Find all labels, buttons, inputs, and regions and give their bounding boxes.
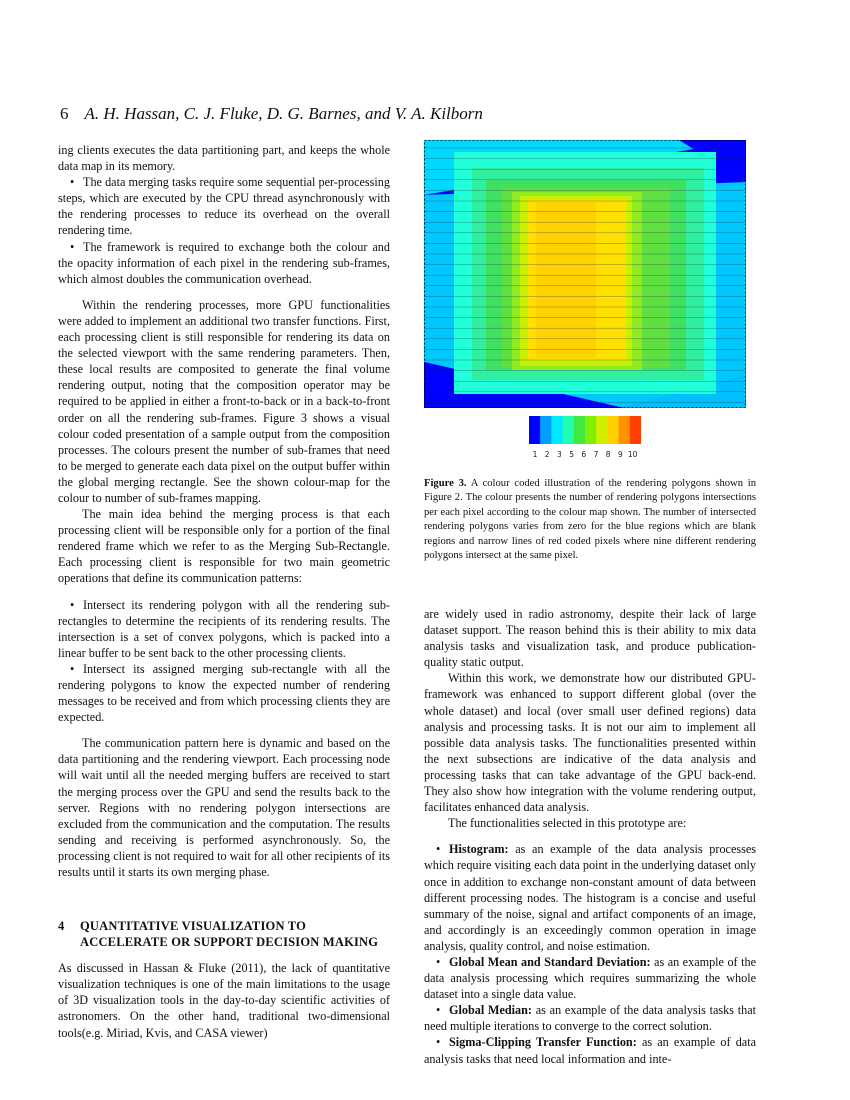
- term-text: as an example of data analysis tasks that need local information and inte-: [424, 1035, 757, 1066]
- colormap-swatch: [596, 416, 608, 444]
- page-header: [60, 104, 483, 124]
- colormap-swatch: [551, 416, 563, 444]
- colormap-swatch: [540, 416, 552, 444]
- fig-layer-9: [536, 202, 596, 358]
- bullet-icon: •: [436, 1035, 441, 1050]
- colormap-swatch: [607, 416, 619, 444]
- list-item: [424, 841, 756, 954]
- bullet-text: Intersect its assigned merging sub-rectangle with all the rendering polygons to know the expected number of rendering messages to be received and from which processing clients they are expected.: [58, 661, 390, 725]
- term: Global Mean and Standard Deviation:: [449, 954, 651, 969]
- list-item: [424, 1034, 756, 1066]
- colormap-swatch: [630, 416, 641, 444]
- bullet-text: The framework is required to exchange both the colour and the opacity information of each pixel in the rendering sub-frames, which almost doubles the communication overhead.: [58, 239, 390, 286]
- bullet-icon: •: [436, 842, 441, 857]
- bullet-item: [58, 174, 390, 238]
- right-column: [424, 606, 756, 1067]
- paragraph: Within this work, we demonstrate how our distributed GPU-framework was enhanced to support different global (over the whole dataset) and local (over small user defined regions) data analysis and processing tasks. It is not our aim to implement all possible data analysis tasks. The functionalities presented within the next subsections are indicative of the data analysis and processing tasks that can take advantage of the GPU back-end. They also show how integration with the volume rendering output, facilitates enhanced data analysis.: [424, 671, 756, 815]
- colormap-swatch: [585, 416, 597, 444]
- colormap-label: 3: [557, 450, 562, 459]
- paragraph: The functionalities selected in this prototype are:: [448, 816, 687, 831]
- colormap-swatch: [619, 416, 631, 444]
- colormap-label: 2: [544, 450, 550, 459]
- list-item: [424, 954, 756, 1002]
- colormap-label: 5: [569, 450, 574, 459]
- colormap-swatch: [574, 416, 586, 444]
- bullet-icon: •: [70, 661, 75, 676]
- paragraph: are widely used in radio astronomy, despite their lack of large dataset support. The reason behind this is their ability to mix data analysis tasks and visualization task, and produce publication-quality static output.: [424, 607, 756, 670]
- bullet-item: [58, 239, 390, 287]
- colormap-label: 7: [593, 450, 599, 459]
- section-number: 4: [58, 919, 65, 934]
- bullet-text: The data merging tasks require some sequential per-processing steps, which are executed by the CPU thread asynchronously with the rendering processes to reduce its overhead on the overall rendering time.: [58, 175, 390, 238]
- colormap-bar: [529, 416, 641, 444]
- colormap-swatch: [563, 416, 575, 444]
- term-text: as an example of the data analysis tasks that need multiple iterations to converge to the correct solution.: [424, 1003, 756, 1034]
- bullet-text: Intersect its rendering polygon with all the rendering sub-rectangles to determine the recipients of its rendering results. The intersection is a set of convex polygons, which is packed into a linear buffer to be sent back to the other processing clients.: [58, 597, 390, 660]
- term-text: as an example of the data analysis processes which require visiting each data point in the underlying dataset only once in addition to exchange non-constant amount of data between different processing nodes. The histogram is a concise and useful summary of the noise, signal and artifact components of an image, and accordingly is an exceedingly common operation in image analysis, quality control, and noise estimation.: [424, 842, 757, 953]
- list-item: [424, 1002, 756, 1034]
- bullet-icon: •: [70, 175, 75, 190]
- paragraph: Within the rendering processes, more GPU functionalities were added to implement an additional two transfer functions. First, each processing client is still responsible for rendering its data on the selected viewport with the same rendering parameters. Then, these local results are composited to generate the final volume rendering output, noting that the composition operator may be required to be applied in either a front-to-back or in a back-to-front order on all the rendering sub-frames. Figure 3 shows a visual colour coded presentation of a sample output from the composition processes. The colours present the number of sub-frames that need to be merged to generate each data pixel on the output buffer within the global merging rectangle. See the shown colour-map for the colour to number of sub-frames mapping.: [58, 297, 390, 505]
- colormap-label: 8: [605, 450, 611, 459]
- bullet-item: [58, 597, 390, 661]
- section-title: QUANTITATIVE VISUALIZATION TO ACCELERATE OR SUPPORT DECISION MAKING: [80, 919, 379, 950]
- figure-3-image: [424, 140, 746, 408]
- bullet-icon: •: [70, 597, 75, 612]
- colormap-label: 1: [532, 450, 538, 459]
- term: Sigma-Clipping Transfer Function:: [449, 1035, 637, 1050]
- caption-text: A colour coded illustration of the rendering polygons shown in Figure 2. The colour presents the number of rendering polygons intersections per each pixel according to the colour map shown. The number of intersected rendering polygons varies from zero for the blue regions which are blank regions and narrow lines of red coded pixels where nine different rendering polygons intersect at the same pixel.: [424, 478, 756, 562]
- term-text: as an example of the data analysis processing which requires summarizing the whole dataset into a single data value.: [424, 954, 756, 1002]
- colormap-swatch: [529, 416, 541, 444]
- colormap-label: 10: [627, 450, 638, 459]
- figure-caption: [424, 477, 756, 563]
- author-list: A. H. Hassan, C. J. Fluke, D. G. Barnes, and V. A. Kilborn: [84, 104, 483, 123]
- colormap-label: 9: [618, 450, 623, 459]
- paragraph: The main idea behind the merging process is that each processing client will be responsible only for a portion of the final rendered frame which we refer to as the Merging Sub-Rectangle. Each processing client is responsible for two main geometric operations that define its communication patterns:: [58, 507, 390, 586]
- page-number: 6: [60, 104, 69, 123]
- paragraph: The communication pattern here is dynamic and based on the data partitioning and the rendering viewport. Each processing node will wait until all the needed merging buffers are received to start the merging process over the GPU and send the results back to the server. Regions with no rendering polygon intersections are excluded from the communication and the computation. The results sending and receiving is performed asynchronously. So, the processing client is not required to wait for all other recipients of its results until it starts its own merging phase.: [58, 736, 390, 880]
- bullet-icon: •: [436, 954, 441, 969]
- paragraph: As discussed in Hassan & Fluke (2011), the lack of quantitative visualization techniques is one of the main limitations to the usage of 3D visualization tools in the day-to-day scientific activities of astronomers. On the other hand, traditional two-dimensional tools(e.g. Miriad, Kvis, and CASA viewer): [58, 961, 390, 1040]
- left-column: [58, 142, 390, 1041]
- colormap-labels: [529, 448, 641, 460]
- bullet-item: [58, 661, 390, 725]
- term: Global Median:: [449, 1003, 532, 1018]
- caption-label: Figure 3.: [424, 478, 467, 489]
- colormap-label: 6: [581, 450, 587, 459]
- bullet-icon: •: [70, 239, 75, 254]
- paragraph: ing clients executes the data partitioning part, and keeps the whole data map in its memory.: [58, 143, 390, 174]
- bullet-icon: •: [436, 1003, 441, 1018]
- term: Histogram:: [449, 842, 509, 857]
- section-heading: [58, 918, 390, 950]
